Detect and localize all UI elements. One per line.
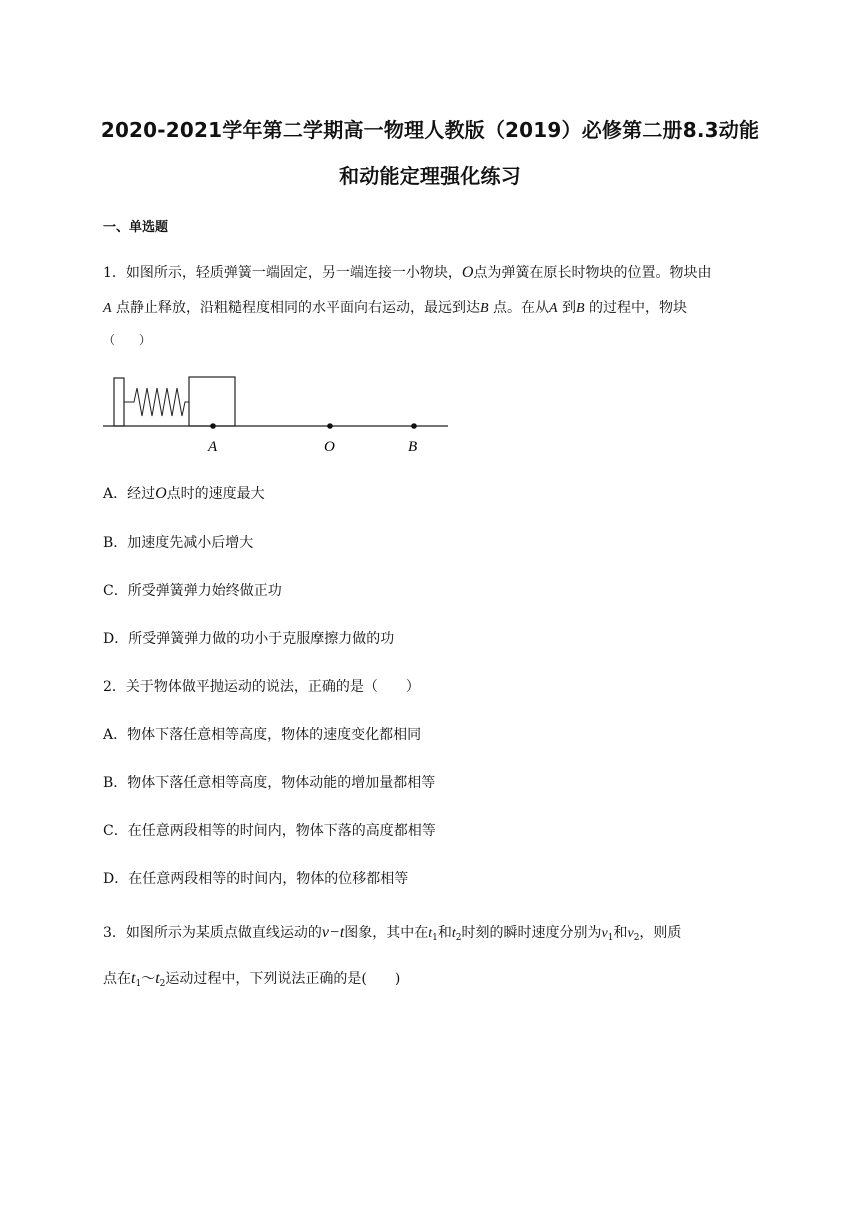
q2-option-d: D．在任意两段相等的时间内，物体的位移都相等 — [103, 871, 409, 887]
label-b: B — [408, 439, 418, 455]
q1-stem-line-2: A 点静止释放，沿粗糙程度相同的水平面向右运动，最远到达B 点。在从A 到B 的过程中，物块 — [103, 300, 688, 316]
point-a-dot — [210, 423, 216, 429]
q1-option-a: A．经过O点时的速度最大 — [103, 485, 265, 502]
document-title-line-2: 和动能定理强化练习 — [339, 164, 521, 188]
block — [189, 377, 235, 426]
spring — [124, 388, 189, 416]
q1-stem-line-1: 1．如图所示，轻质弹簧一端固定，另一端连接一小物块，O点为弹簧在原长时物块的位置。物块由 — [103, 264, 712, 281]
section-heading: 一、单选题 — [103, 220, 169, 235]
q1-answer-brackets: （ ） — [103, 333, 152, 347]
point-o-label: O — [461, 264, 474, 281]
label-a: A — [208, 439, 218, 455]
point-o-dot — [327, 423, 333, 429]
point-b-dot — [411, 423, 417, 429]
q2-option-a: A．物体下落任意相等高度，物体的速度变化都相同 — [103, 727, 422, 743]
vt-symbol: v−t — [321, 924, 345, 941]
document-title-line-1: 2020-2021学年第二学期高一物理人教版（2019）必修第二册8.3动能 — [100, 118, 760, 142]
q2-option-c: C．在任意两段相等的时间内，物体下落的高度都相等 — [103, 823, 436, 839]
spring-block-figure — [100, 368, 460, 460]
q3-stem-line-1: 3．如图所示为某质点做直线运动的v−t图象，其中在$t_1$和$t_2$时刻的瞬时速度分别为$v_1$和$v_2$，则质 — [103, 924, 682, 943]
q1-option-c: C．所受弹簧弹力始终做正功 — [103, 583, 282, 599]
q2-stem: 2．关于物体做平抛运动的说法，正确的是（ ） — [103, 679, 420, 695]
q3-stem-line-2: 点在$t_1\sim t_2$运动过程中，下列说法正确的是( ) — [103, 970, 401, 989]
wall — [114, 378, 124, 426]
label-o: O — [324, 439, 335, 455]
q1-option-b: B．加速度先减小后增大 — [103, 535, 254, 551]
q2-option-b: B．物体下落任意相等高度，物体动能的增加量都相等 — [103, 775, 436, 791]
q1-option-d: D．所受弹簧弹力做的功小于克服摩擦力做的功 — [103, 631, 395, 647]
